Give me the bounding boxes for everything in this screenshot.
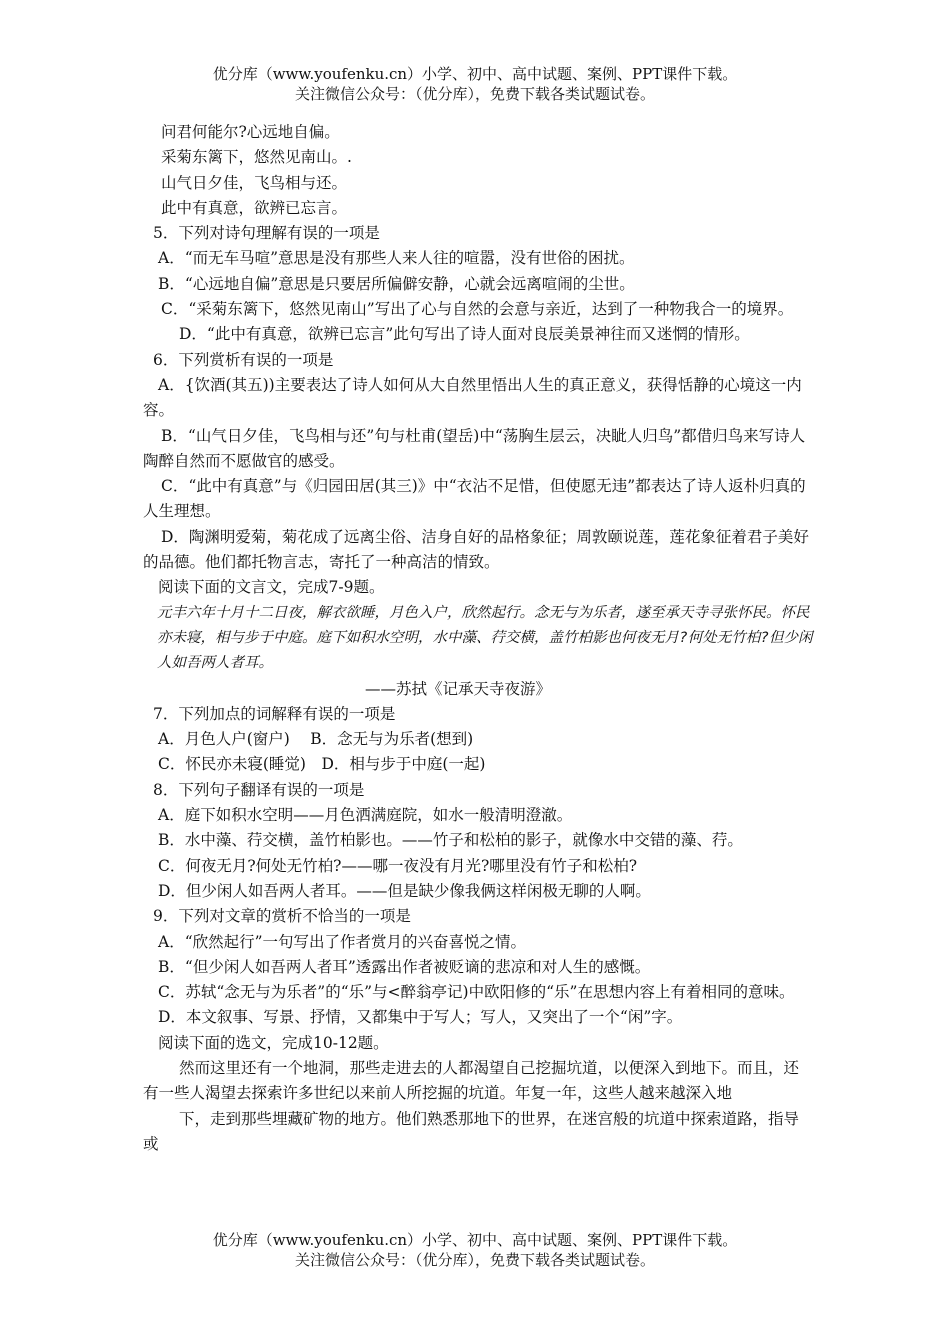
poem-line: 采菊东篱下，悠然见南山。. (161, 148, 352, 167)
passage-paragraph: 下，走到那些埋藏矿物的地方。他们熟悉那地下的世界，在迷宫般的坑道中探索道路，指导或 (143, 1109, 800, 1153)
footer-line-1: 优分库（www.youfenku.cn）小学、初中、高中试题、案例、PPT课件下载。 (212, 1231, 738, 1249)
question-5-option-a: A．“而无车马喧”意思是没有那些人来人往的喧嚣，没有世俗的困扰。 (158, 249, 635, 268)
question-7-stem: 7．下列加点的词解释有误的一项是 (153, 704, 396, 723)
question-7-options-row-1: A．月色人户(窗户) B．念无与为乐者(想到) (158, 730, 474, 749)
question-9-option-d: D．本文叙事、写景、抒情，又都集中于写人；写人，又突出了一个“闲”字。 (158, 1008, 683, 1027)
reading-intro-10-12: 阅读下面的选文，完成10-12题。 (158, 1033, 389, 1052)
poem-line: 此中有真意，欲辨已忘言。 (161, 198, 348, 217)
question-9-option-c: C．苏轼“念无与为乐者”的“乐”与<醉翁亭记)中欧阳修的“乐”在思想内容上有着相同的意味。 (158, 983, 795, 1002)
header-line-2: 关注微信公众号：（优分库），免费下载各类试题试卷。 (294, 85, 655, 103)
question-8-stem: 8．下列句子翻译有误的一项是 (153, 780, 365, 799)
question-9-stem: 9．下列对文章的赏析不恰当的一项是 (153, 907, 411, 926)
question-7-options-row-2: C．怀民亦未寝(睡觉) D．相与步于中庭(一起) (158, 755, 486, 774)
reading-intro-7-9: 阅读下面的文言文，完成7-9题。 (158, 578, 385, 597)
classical-text: 元丰六年十月十二日夜，解衣欲睡，月色入户，欣然起行。念无与为乐者，遂至承天寺寻张怀民。怀民亦未寝，相与步于中庭。庭下如积水空明，水中藻、荇交横，盖竹柏影也何夜无月?何处无竹柏?但少闲人如吾两人者耳。 (157, 604, 813, 672)
document-body (143, 120, 813, 1157)
question-6-option-a: A．{饮酒(其五))主要表达了诗人如何从大自然里悟出人生的真正意义，获得恬静的心境这一内容。 (143, 375, 802, 420)
question-5-stem: 5．下列对诗句理解有误的一项是 (153, 224, 380, 243)
question-5-option-d: D．“此中有真意，欲辨已忘言”此句写出了诗人面对良辰美景神往而又迷惘的情形。 (179, 325, 750, 344)
footer-line-2: 关注微信公众号：（优分库），免费下载各类试题试卷。 (294, 1251, 655, 1269)
poem-line: 问君何能尔?心远地自偏。 (161, 123, 340, 141)
question-6-option-c: C．“此中有真意”与《归园田居(其三)》中“衣沾不足惜，但使愿无违”都表达了诗人返朴归真的人生理想。 (143, 477, 806, 521)
question-8-option-c: C．何夜无月?何处无竹柏?——哪一夜没有月光?哪里没有竹子和松柏? (158, 856, 638, 875)
text-source: ——苏拭《记承天寺夜游》 (365, 679, 552, 698)
question-9-option-b: B．“但少闲人如吾两人者耳”透露出作者被贬谪的悲凉和对人生的感慨。 (158, 957, 651, 976)
question-5-option-c: C．“采菊东篱下，悠然见南山”写出了心与自然的会意与亲近，达到了一种物我合一的境界。 (161, 300, 794, 319)
page-footer (0, 1230, 950, 1270)
question-6-option-d: D．陶渊明爱菊，菊花成了远离尘俗、洁身自好的品格象征；周敦颐说莲，莲花象征着君子美好的品德。他们都托物言志，寄托了一种高洁的情致。 (143, 527, 809, 572)
question-6-stem: 6．下列赏析有误的一项是 (153, 350, 334, 369)
poem-line: 山气日夕佳，飞鸟相与还。 (161, 173, 348, 192)
passage-paragraph: 然而这里还有一个地洞，那些走进去的人都渴望自己挖掘坑道，以便深入到地下。而且，还有一些人渴望去探索许多世纪以来前人所挖掘的坑道。年复一年，这些人越来越深入地 (143, 1058, 800, 1103)
question-5-option-b: B．“心远地自偏”意思是只要居所偏僻安静，心就会远离喧闹的尘世。 (158, 274, 635, 293)
question-9-option-a: A．“欣然起行”一句写出了作者赏月的兴奋喜悦之情。 (158, 932, 527, 951)
question-8-option-b: B．水中藻、荇交横，盖竹柏影也。——竹子和松柏的影子，就像水中交错的藻、荇。 (158, 831, 743, 850)
question-6-option-b: B．“山气日夕佳，飞鸟相与还”句与杜甫(望岳)中“荡胸生层云，决眦人归鸟”都借归鸟来写诗人陶醉自然而不愿做官的感受。 (143, 426, 806, 470)
header-line-1: 优分库（www.youfenku.cn）小学、初中、高中试题、案例、PPT课件下载。 (212, 65, 738, 83)
question-8-option-a: A．庭下如积水空明——月色洒满庭院，如水一般清明澄澈。 (158, 806, 573, 825)
question-8-option-d: D．但少闲人如吾两人者耳。——但是缺少像我俩这样闲极无聊的人啊。 (158, 881, 651, 900)
page-header (0, 64, 950, 104)
